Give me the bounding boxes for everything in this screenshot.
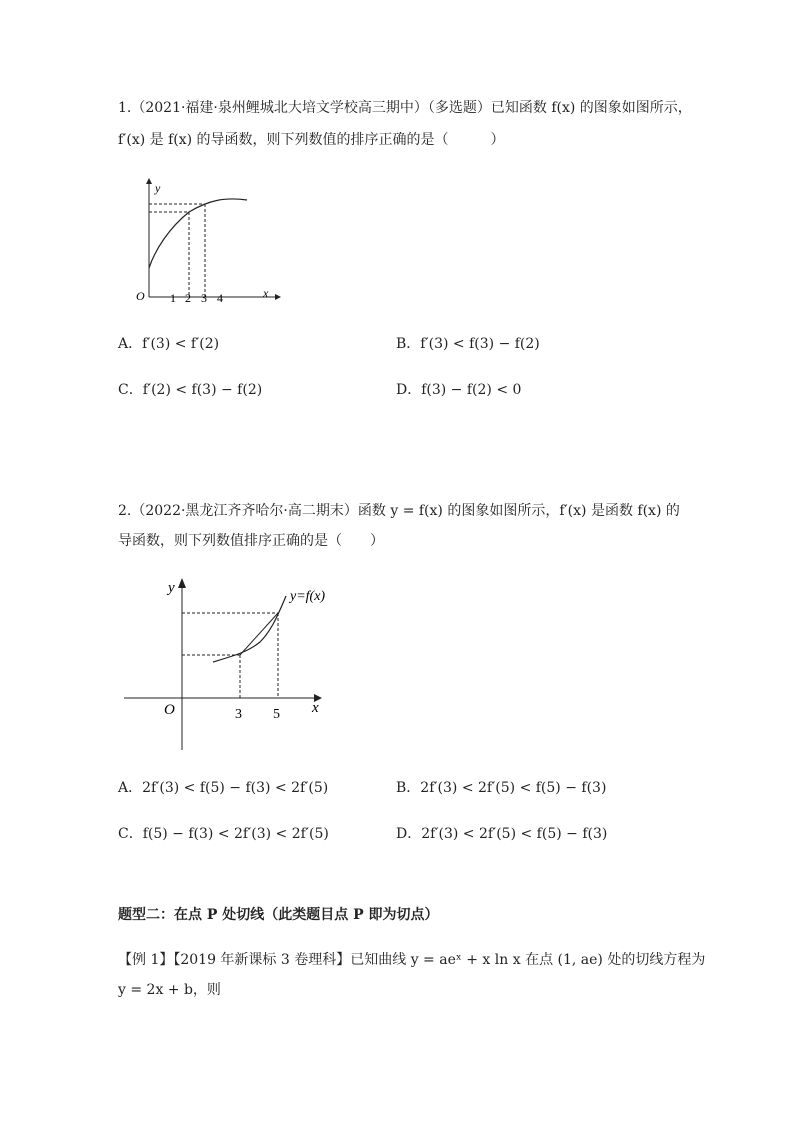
q2-option-d: D．2f′(3) < 2f′(5) < f(5) − f(3): [396, 826, 608, 842]
q1-origin-label: O: [136, 289, 145, 303]
q1-tick-3: 3: [201, 291, 207, 305]
q2-y-label: y: [168, 580, 175, 596]
q2-curve-label: y=f(x): [290, 589, 326, 604]
q2-option-c: C．f(5) − f(3) < 2f′(3) < 2f′(5): [118, 826, 329, 842]
q2-option-b: B．2f′(3) < 2f′(5) < f(5) − f(3): [396, 780, 607, 796]
q2-option-a: A．2f′(3) < f(5) − f(3) < 2f′(5): [118, 780, 329, 796]
q1-stem-line1: 1.（2021·福建·泉州鲤城北大培文学校高三期中）（多选题）已知函数 f(x) 的图象如图所示，: [118, 100, 692, 116]
q1-option-b: B．f′(3) < f(3) − f(2): [396, 336, 540, 352]
q1-graph: [125, 170, 285, 310]
q2-x-label: x: [312, 700, 319, 716]
q2-origin-label: O: [164, 702, 175, 718]
example-line1: 【例 1】【2019 年新课标 3 卷理科】已知曲线 y = aeˣ + x ln x 在点 (1, ae) 处的切线方程为: [118, 952, 706, 968]
q1-x-label: x: [263, 286, 269, 300]
q2-graph: [118, 570, 348, 760]
q1-tick-4: 4: [217, 291, 223, 305]
q2-secant: [240, 613, 278, 655]
q1-option-c: C．f′(2) < f(3) − f(2): [118, 382, 263, 398]
q2-stem-line1: 2.（2022·黑龙江齐齐哈尔·高二期末）函数 y = f(x) 的图象如图所示，f′(x) 是函数 f(x) 的: [118, 503, 680, 519]
q1-curve: [149, 199, 247, 268]
q1-stem-line2: f′(x) 是 f(x) 的导函数，则下列数值的排序正确的是（ ）: [118, 132, 505, 148]
q1-y-arrow: [146, 178, 152, 184]
q2-curve: [213, 596, 286, 662]
q1-x-arrow: [275, 294, 281, 300]
q1-option-d: D．f(3) − f(2) < 0: [396, 382, 522, 398]
q2-stem-line2: 导函数，则下列数值排序正确的是（ ）: [118, 533, 384, 549]
q1-tick-1: 1: [170, 291, 176, 305]
q2-tick-3: 3: [235, 707, 242, 722]
section-heading: 题型二：在点 P 处切线（此类题目点 P 即为切点）: [118, 907, 439, 923]
example-line2: y = 2x + b，则: [118, 982, 221, 998]
q1-option-a: A．f′(3) < f′(2): [118, 336, 220, 352]
q2-tick-5: 5: [273, 707, 280, 722]
q1-y-label: y: [155, 181, 161, 195]
q1-tick-2: 2: [185, 291, 191, 305]
q2-y-arrow: [178, 578, 186, 588]
